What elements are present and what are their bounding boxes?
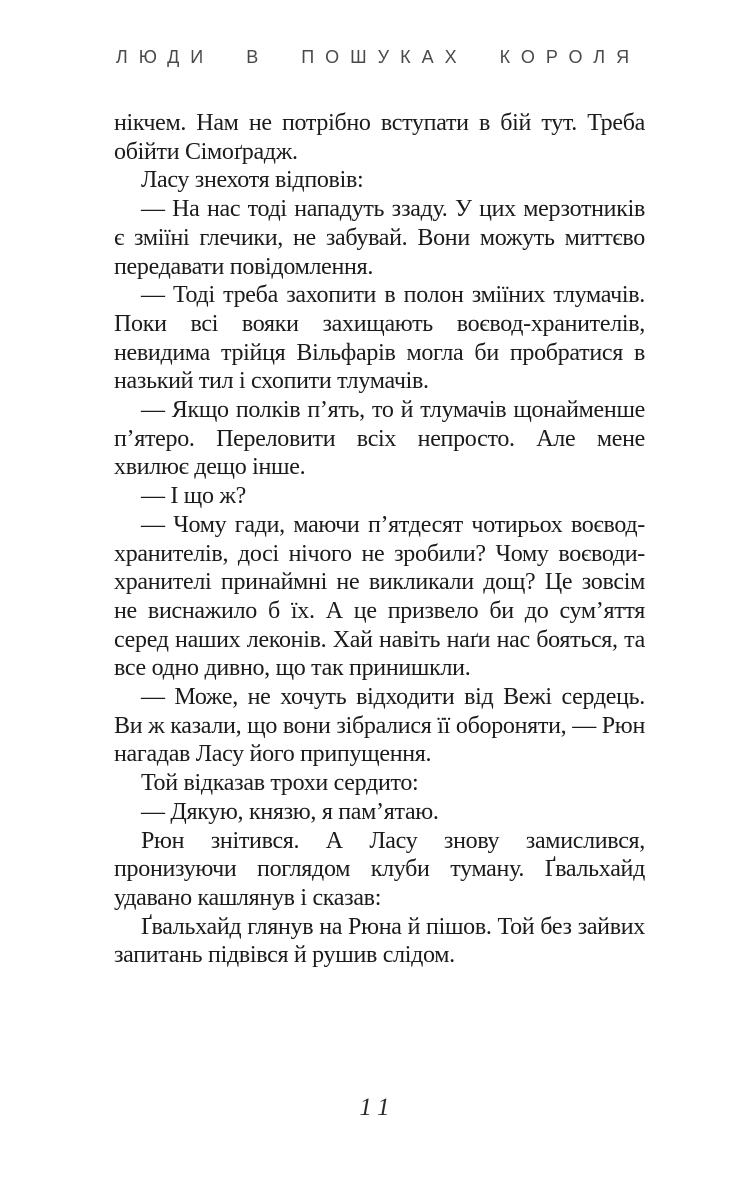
paragraph: — Тоді треба захопити в полон зміїних тлумачів. Поки всі вояки захищають воєвод-хранителів, невидима трійця Вільфарів могла би пробратися в назький тил і схопити тлумачів. [114,282,645,395]
paragraph: — І що ж? [141,483,247,510]
paragraph: нікчем. Нам не потрібно вступати в бій тут. Треба обійти Сімоґрадж. [114,110,645,165]
paragraph: — Може, не хочуть відходити від Вежі сердець. Ви ж казали, що вони зібралися її обороняти, — Рюн нагадав Ласу його припущення. [114,684,645,768]
paragraph: — Дякую, князю, я пам’ятаю. [141,798,439,825]
paragraph: Ґвальхайд глянув на Рюна й пішов. Той без зайвих запитань підвівся й рушив слідом. [114,913,645,969]
paragraph: — Чому гади, маючи п’ятдесят чотирьох воєвод-хранителів, досі нічого не зробили? Чому воєводи-хранителі принаймні не викликали дощ? Це зовсім не виснажило б їх. А це призвело би до сум’яття серед наших леконів. Хай навіть наґи нас бояться, та все одно дивно, що так принишкли. [114,511,645,682]
running-header: ЛЮДИ В ПОШУКАХ КОРОЛЯ [115,47,641,67]
body-text [114,109,645,970]
paragraph: — На нас тоді нападуть ззаду. У цих мерзотників є зміїні глечики, не забувай. Вони можуть миттєво передавати повідомлення. [114,196,645,280]
paragraph: Той відказав трохи сердито: [141,770,419,797]
page-number: 11 [359,1094,397,1121]
paragraph: Ласу знехотя відповів: [141,167,364,194]
paragraph: Рюн знітився. А Ласу знову замислився, пронизуючи поглядом клуби туману. Ґвальхайд удавано кашлянув і сказав: [114,827,645,911]
paragraph: — Якщо полків п’ять, то й тлумачів щонайменше п’ятеро. Переловити всіх непросто. Але мене хвилює дещо інше. [114,397,645,481]
